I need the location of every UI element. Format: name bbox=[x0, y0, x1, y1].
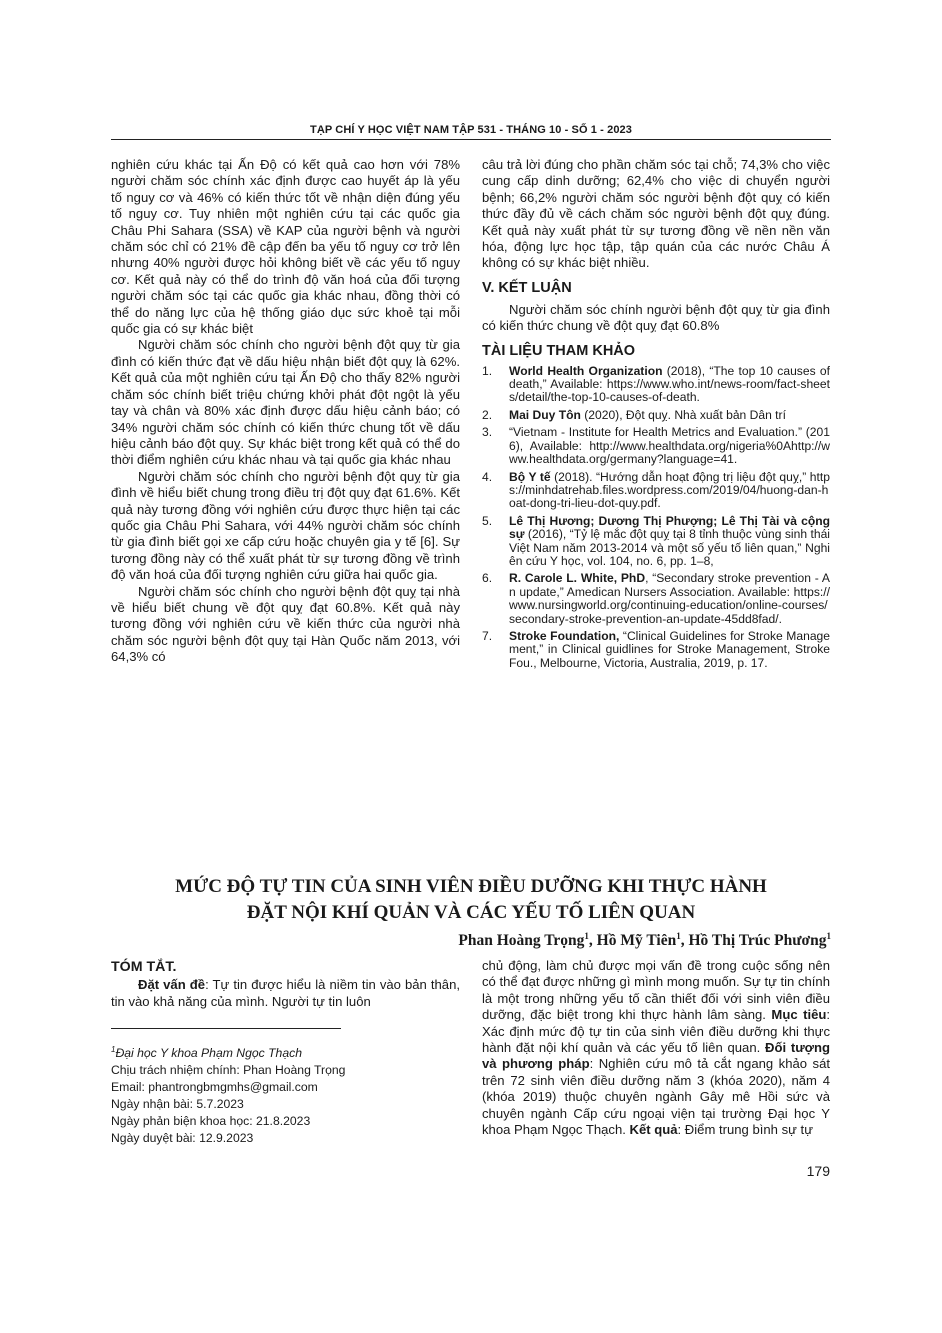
reference-number: 4. bbox=[482, 469, 493, 484]
header-rule bbox=[111, 139, 831, 140]
abstract-text: : Xác định mức độ tự tin của sinh viên điều dưỡng khi thực hành đặt nội khí quản và các yếu tố liên quan. bbox=[482, 1007, 831, 1056]
reference-text: “Clinical Guidelines for Stroke Management,” in Clinical guidlines for Stroke Management, Stroke Fou., Melbourne, Victoria, Australia, 2019, p. 17. bbox=[509, 628, 830, 670]
abstract-text: : Điểm trung bình sự tự bbox=[677, 1122, 813, 1138]
reference-text: “Vietnam - Institute for Health Metrics and Evaluation.” (2016), Available: http://www.healthdata.org/nigeria%0Ahttp://www.healthdata.org/germany?language=41. bbox=[509, 425, 830, 467]
left-column-top bbox=[111, 157, 460, 666]
abstract-label: Mục tiêu bbox=[771, 1007, 827, 1023]
footnotes bbox=[111, 1041, 460, 1147]
author-affiliation-mark: 1 bbox=[676, 931, 681, 941]
author-affiliation-mark: 1 bbox=[584, 931, 589, 941]
abstract-label: Đối tượng và phương pháp bbox=[482, 1040, 830, 1072]
reference-text: (2018), “The top 10 causes of death,” Available: https://www.who.int/news-room/fact-sheets/detail/the-top-10-causes-of-death. bbox=[509, 363, 830, 405]
right-column-top bbox=[482, 157, 830, 674]
reference-number: 3. bbox=[482, 425, 493, 440]
reference-text: (2016), “Tỷ lệ mắc đột quỵ tại 8 tỉnh thuộc vùng sinh thái Việt Nam năm 2013-2014 và một số yếu tố liên quan,” Nghiên cứu Y học, vol. 104, no. 6, pp. 1–8, bbox=[509, 527, 830, 568]
reference-item bbox=[482, 471, 830, 511]
responsible-author: Chịu trách nhiệm chính: Phan Hoàng Trọng bbox=[111, 1063, 346, 1078]
article-title bbox=[111, 874, 831, 926]
approved-date: Ngày duyệt bài: 12.9.2023 bbox=[111, 1131, 254, 1146]
body-paragraph: Người chăm sóc chính cho người bệnh đột quỵ từ gia đình có kiến thức đạt về dấu hiệu nhận biết đột quỵ là 62%. Kết quả của một nghiên cứu tại Ấn Độ cho thấy 82% người chăm sóc chính biết triệu chứng khởi phát đột ngột là yếu tay và chân và 80% xác định được dấu hiệu cảnh báo; có 34% người chăm sóc chính có kiến thức chung tốt về dấu hiệu cảnh báo đột quỵ. Sự khác biệt trong kết quả có thể do thời điểm nghiên cứu khác nhau và tại quốc gia khác nhau bbox=[111, 337, 460, 468]
abstract-right-column bbox=[482, 958, 830, 1138]
abstract-paragraph bbox=[482, 958, 830, 1138]
reference-number: 7. bbox=[482, 628, 493, 643]
reference-author: R. Carole L. White, PhD bbox=[509, 571, 646, 586]
article-title-line: MỨC ĐỘ TỰ TIN CỦA SINH VIÊN ĐIỀU DƯỠNG KHI THỰC HÀNH bbox=[175, 876, 767, 897]
author-name: Phan Hoàng Trọng bbox=[458, 932, 585, 950]
author-affiliation-mark: 1 bbox=[826, 931, 831, 941]
page-number: 179 bbox=[806, 1163, 830, 1179]
footnote-rule bbox=[111, 1028, 341, 1029]
references-heading: TÀI LIỆU THAM KHẢO bbox=[482, 342, 636, 359]
reference-number: 2. bbox=[482, 407, 493, 422]
reference-item bbox=[482, 426, 830, 466]
conclusion-text: Người chăm sóc chính người bệnh đột quỵ từ gia đình có kiến thức chung về đột quỵ đạt 60.8% bbox=[482, 301, 830, 334]
affiliation-footnote bbox=[111, 1041, 460, 1062]
author-line: Phan Hoàng Trọng$^1$, Hồ Mỹ Tiên$^1$, Hồ Thị Trúc Phương$^1$ bbox=[458, 931, 831, 950]
received-date: Ngày nhận bài: 5.7.2023 bbox=[111, 1097, 244, 1112]
reference-item bbox=[482, 365, 830, 405]
body-paragraph: Người chăm sóc chính cho người bệnh đột quỵ tại nhà về hiểu biết chung về đột quỵ đạt 60.8%. Kết quả này tương đồng với nghiên cứu về kiến thức của người nhà chăm sóc người bệnh đột quỵ tại Hàn Quốc năm 2013, với 64,3% có bbox=[111, 583, 460, 665]
body-paragraph: câu trả lời đúng cho phần chăm sóc tại chỗ; 74,3% cho việc cung cấp dinh dưỡng; 62,4% cho việc di chuyển người bệnh; 66,2% người chăm sóc người bệnh đột quỵ có kiến thức đầy đủ về cách chăm sóc người bệnh đột quỵ đúng. Kết quả này xuất phát từ sự tương đồng về nền nền văn hóa, động lực học tập, tập quán của các nước Châu Á không có sự khác biệt nhiều. bbox=[482, 157, 830, 271]
reference-author: Stroke Foundation, bbox=[509, 628, 620, 643]
reference-number: 1. bbox=[482, 363, 493, 378]
author-name: Hồ Mỹ Tiên bbox=[596, 932, 677, 950]
abstract-text: : Tự tin được hiểu là niềm tin vào bản thân, tin vào khả năng của mình. Người tự tin luôn bbox=[111, 977, 461, 1009]
email-line: Email: phantrongbmgmhs@gmail.com bbox=[111, 1080, 318, 1095]
summary-heading: TÓM TẮT. bbox=[111, 959, 177, 975]
abstract-left-column bbox=[111, 959, 460, 1010]
reference-item bbox=[482, 572, 830, 626]
reference-number: 6. bbox=[482, 571, 493, 586]
reference-author: Bộ Y tế bbox=[509, 469, 551, 484]
reference-number: 5. bbox=[482, 513, 493, 528]
reference-author: World Health Organization bbox=[509, 363, 663, 378]
reference-item bbox=[482, 409, 830, 422]
reference-text: (2018). “Hướng dẫn hoạt động trị liệu đột quỵ,” https://minhdatrehab.files.wordpress.com/2019/04/huong-dan-hoat-dong-tri-lieu-dot-quy.pdf. bbox=[509, 469, 830, 511]
abstract-label: Kết quả bbox=[629, 1122, 678, 1138]
body-paragraph: Người chăm sóc chính cho người bệnh đột quỵ từ gia đình về hiểu biết chung trong điều trị đột quỵ đạt 61.6%. Kết quả này tương đồng với nghiên cứu được thực hiện tại các quốc gia Châu Phi Sahara, với 44% người chăm sóc chính từ gia đình biết gọi xe cấp cứu hoặc chuyên gia y tế [6]. Sự tương đồng này có thể xuất phát từ sự tương đồng về trình độ văn hoá của đối tượng nghiên cứu giữa hai quốc gia. bbox=[111, 468, 460, 583]
body-paragraph: nghiên cứu khác tại Ấn Độ có kết quả cao hơn với 78% người chăm sóc chính xác định được cao huyết áp là yếu tố nguy cơ và 46% có kiến thức tốt về nhận diện đúng yếu tố nguy cơ. Tuy nhiên một nghiên cứu tại các quốc gia Châu Phi Sahara (SSA) về KAP của người bệnh và người chăm sóc chỉ có 21% đề cập đến ba yếu tố nguy cơ trở lên nhưng 40% người được hỏi không biết về các yếu tố nguy cơ. Kết quả này có thể do trình độ văn hoá của đối tượng người chăm sóc tại các quốc gia khác nhau, đồng thời có thể do năng lực của hệ thống giáo dục sức khoẻ tại mỗi quốc gia có sự khác biệt bbox=[111, 157, 460, 337]
running-header: TẠP CHÍ Y HỌC VIỆT NAM TẬP 531 - THÁNG 10 - SỐ 1 - 2023 bbox=[310, 124, 632, 136]
reference-text: , “Secondary stroke prevention - An update,” Amedican Nursers Association. Available: https://www.nursingworld.org/continuing-education/online-courses/secondary-stroke-prevention-an-update-45dd8fad/. bbox=[509, 571, 830, 626]
reference-item bbox=[482, 515, 830, 569]
affiliation-mark: 1 bbox=[111, 1045, 116, 1054]
reference-author: Lê Thị Hương; Dương Thị Phượng; Lê Thị Tài và cộng sự bbox=[509, 513, 830, 542]
abstract-text: : Nghiên cứu mô tả cắt ngang khảo sát trên 72 sinh viên điều dưỡng năm 3 (khóa 2020), năm 4 (khóa 2019) thuộc chuyên ngành Gây mê Hồi sức và chuyên ngành Cấp cứu ngoại viện tại trường Đại học Y khoa Phạm Ngọc Thạch. bbox=[482, 1056, 830, 1138]
reviewed-date: Ngày phản biện khoa học: 21.8.2023 bbox=[111, 1114, 311, 1129]
abstract-paragraph bbox=[111, 977, 460, 1010]
author-name: Hồ Thị Trúc Phương bbox=[688, 932, 827, 950]
reference-list bbox=[482, 365, 830, 671]
article-title-line: ĐẶT NỘI KHÍ QUẢN VÀ CÁC YẾU TỐ LIÊN QUAN bbox=[246, 902, 696, 923]
reference-text: (2020), Đột quỵ. Nhà xuất bản Dân trí bbox=[580, 407, 786, 422]
reference-author: Mai Duy Tôn bbox=[509, 407, 581, 422]
conclusion-heading: V. KẾT LUẬN bbox=[482, 279, 572, 296]
affiliation-text: Đại học Y khoa Phạm Ngọc Thạch bbox=[115, 1046, 302, 1061]
abstract-label: Đặt vấn đề bbox=[138, 977, 206, 993]
reference-item bbox=[482, 630, 830, 670]
abstract-text: chủ động, làm chủ được mọi vấn đề trong cuộc sống nên có thể đạt được những gì mình mong muốn. Sự tự tin chính là một trong những yếu tố cần thiết đối với sinh viên điều dưỡng, đặc biệt trong khi thực hành lâm sàng. bbox=[482, 958, 830, 1023]
